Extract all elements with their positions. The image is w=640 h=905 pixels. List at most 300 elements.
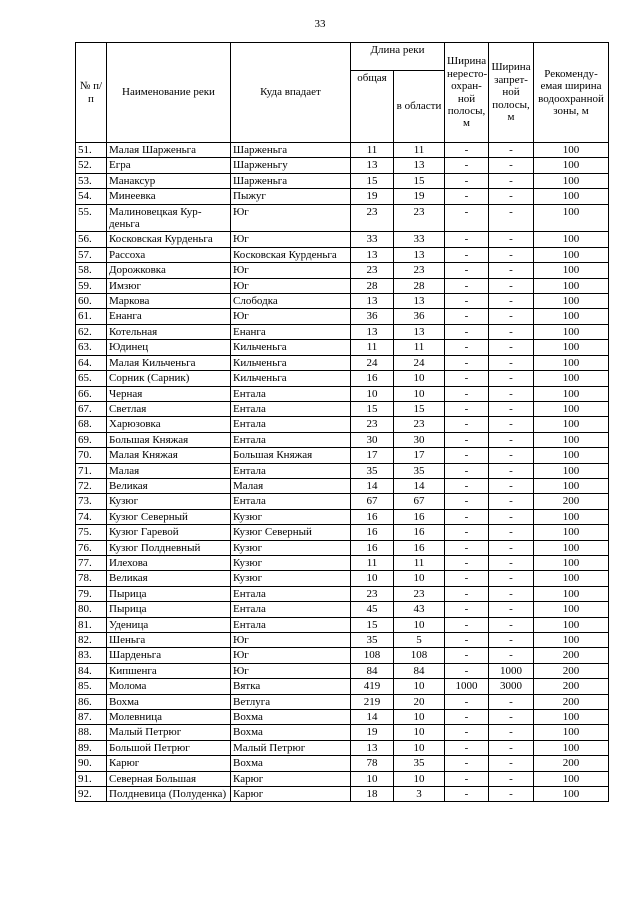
- prohibited-width-cell: -: [489, 340, 534, 355]
- recommended-zone-cell: 100: [534, 294, 609, 309]
- river-mouth-cell: Юг: [231, 263, 351, 278]
- table-row: [76, 725, 609, 740]
- header-river-name: Наименование реки: [107, 43, 231, 143]
- nonspawn-width-cell: -: [445, 756, 489, 771]
- river-name-cell: Манаксур: [107, 173, 231, 188]
- row-number-cell: 58.: [76, 263, 107, 278]
- recommended-zone-cell: 200: [534, 679, 609, 694]
- table-row: [76, 571, 609, 586]
- recommended-zone-cell: 100: [534, 725, 609, 740]
- recommended-zone-cell: 100: [534, 525, 609, 540]
- length-total-cell: 17: [351, 448, 394, 463]
- nonspawn-width-cell: -: [445, 401, 489, 416]
- prohibited-width-cell: -: [489, 371, 534, 386]
- recommended-zone-cell: 100: [534, 401, 609, 416]
- length-region-cell: 10: [394, 571, 445, 586]
- table-row: [76, 143, 609, 158]
- river-mouth-cell: Кильченьга: [231, 355, 351, 370]
- nonspawn-width-cell: -: [445, 143, 489, 158]
- length-region-cell: 23: [394, 204, 445, 232]
- table-row: [76, 263, 609, 278]
- row-number-cell: 84.: [76, 663, 107, 678]
- prohibited-width-cell: 3000: [489, 679, 534, 694]
- nonspawn-width-cell: -: [445, 463, 489, 478]
- row-number-cell: 85.: [76, 679, 107, 694]
- table-row: [76, 740, 609, 755]
- recommended-zone-cell: 200: [534, 494, 609, 509]
- table-row: [76, 648, 609, 663]
- nonspawn-width-cell: -: [445, 694, 489, 709]
- length-total-cell: 18: [351, 787, 394, 802]
- length-region-cell: 13: [394, 294, 445, 309]
- nonspawn-width-cell: -: [445, 663, 489, 678]
- length-total-cell: 10: [351, 571, 394, 586]
- header-recommended-zone: Рекомендуемая ширина водоохранной зоны, м: [534, 43, 609, 143]
- prohibited-width-cell: -: [489, 725, 534, 740]
- nonspawn-width-cell: -: [445, 540, 489, 555]
- river-name-cell: Малая: [107, 463, 231, 478]
- river-mouth-cell: Ентала: [231, 602, 351, 617]
- row-number-cell: 86.: [76, 694, 107, 709]
- river-name-cell: Пырица: [107, 602, 231, 617]
- table-row: [76, 787, 609, 802]
- river-name-cell: Сорник (Сарник): [107, 371, 231, 386]
- length-region-cell: 23: [394, 417, 445, 432]
- row-number-cell: 76.: [76, 540, 107, 555]
- length-region-cell: 10: [394, 771, 445, 786]
- length-region-cell: 17: [394, 448, 445, 463]
- row-number-cell: 70.: [76, 448, 107, 463]
- river-mouth-cell: Кильченьга: [231, 371, 351, 386]
- length-region-cell: 11: [394, 555, 445, 570]
- recommended-zone-cell: 100: [534, 571, 609, 586]
- length-region-cell: 84: [394, 663, 445, 678]
- river-name-cell: Малая Княжая: [107, 448, 231, 463]
- recommended-zone-cell: 100: [534, 189, 609, 204]
- nonspawn-width-cell: -: [445, 648, 489, 663]
- length-region-cell: 16: [394, 540, 445, 555]
- table-row: [76, 771, 609, 786]
- prohibited-width-cell: -: [489, 509, 534, 524]
- row-number-cell: 80.: [76, 602, 107, 617]
- row-number-cell: 77.: [76, 555, 107, 570]
- length-total-cell: 33: [351, 232, 394, 247]
- prohibited-width-cell: -: [489, 787, 534, 802]
- length-total-cell: 13: [351, 158, 394, 173]
- river-name-cell: Великая: [107, 478, 231, 493]
- prohibited-width-cell: -: [489, 525, 534, 540]
- row-number-cell: 73.: [76, 494, 107, 509]
- river-mouth-cell: Косковская Курденьга: [231, 247, 351, 262]
- recommended-zone-cell: 100: [534, 309, 609, 324]
- length-region-cell: 108: [394, 648, 445, 663]
- length-total-cell: 16: [351, 509, 394, 524]
- row-number-cell: 89.: [76, 740, 107, 755]
- river-mouth-cell: Слободка: [231, 294, 351, 309]
- row-number-cell: 69.: [76, 432, 107, 447]
- river-mouth-cell: Малая: [231, 478, 351, 493]
- row-number-cell: 92.: [76, 787, 107, 802]
- header-length-region: в области: [394, 71, 445, 143]
- river-name-cell: Косковская Курденьга: [107, 232, 231, 247]
- river-name-cell: Дорожковка: [107, 263, 231, 278]
- river-name-cell: Черная: [107, 386, 231, 401]
- prohibited-width-cell: -: [489, 278, 534, 293]
- table-row: [76, 417, 609, 432]
- prohibited-width-cell: -: [489, 355, 534, 370]
- length-total-cell: 67: [351, 494, 394, 509]
- table-row: [76, 355, 609, 370]
- nonspawn-width-cell: -: [445, 204, 489, 232]
- recommended-zone-cell: 100: [534, 478, 609, 493]
- length-region-cell: 10: [394, 710, 445, 725]
- river-mouth-cell: Ентала: [231, 432, 351, 447]
- river-name-cell: Северная Большая: [107, 771, 231, 786]
- length-total-cell: 419: [351, 679, 394, 694]
- table-row: [76, 340, 609, 355]
- length-total-cell: 36: [351, 309, 394, 324]
- table-row: [76, 463, 609, 478]
- river-name-cell: Уденица: [107, 617, 231, 632]
- nonspawn-width-cell: -: [445, 602, 489, 617]
- length-region-cell: 43: [394, 602, 445, 617]
- prohibited-width-cell: -: [489, 694, 534, 709]
- river-mouth-cell: Пыжуг: [231, 189, 351, 204]
- nonspawn-width-cell: -: [445, 371, 489, 386]
- length-region-cell: 10: [394, 617, 445, 632]
- row-number-cell: 81.: [76, 617, 107, 632]
- table-row: [76, 294, 609, 309]
- recommended-zone-cell: 100: [534, 386, 609, 401]
- prohibited-width-cell: -: [489, 555, 534, 570]
- prohibited-width-cell: -: [489, 143, 534, 158]
- prohibited-width-cell: -: [489, 571, 534, 586]
- length-region-cell: 5: [394, 633, 445, 648]
- table-row: [76, 617, 609, 632]
- prohibited-width-cell: -: [489, 309, 534, 324]
- table-row: [76, 555, 609, 570]
- row-number-cell: 88.: [76, 725, 107, 740]
- river-name-cell: Малая Кильченьга: [107, 355, 231, 370]
- header-length: Длина реки: [351, 43, 445, 71]
- table-row: [76, 756, 609, 771]
- table-row: [76, 602, 609, 617]
- river-mouth-cell: Малый Петрюг: [231, 740, 351, 755]
- river-name-cell: Котельная: [107, 324, 231, 339]
- table-row: [76, 679, 609, 694]
- recommended-zone-cell: 200: [534, 756, 609, 771]
- river-mouth-cell: Юг: [231, 648, 351, 663]
- recommended-zone-cell: 100: [534, 555, 609, 570]
- river-mouth-cell: Карюг: [231, 787, 351, 802]
- length-total-cell: 13: [351, 247, 394, 262]
- nonspawn-width-cell: -: [445, 232, 489, 247]
- prohibited-width-cell: -: [489, 401, 534, 416]
- prohibited-width-cell: -: [489, 232, 534, 247]
- recommended-zone-cell: 100: [534, 232, 609, 247]
- row-number-cell: 61.: [76, 309, 107, 324]
- river-mouth-cell: Шарженьга: [231, 143, 351, 158]
- prohibited-width-cell: -: [489, 771, 534, 786]
- table-body: [76, 143, 609, 802]
- length-total-cell: 11: [351, 143, 394, 158]
- length-total-cell: 19: [351, 725, 394, 740]
- row-number-cell: 78.: [76, 571, 107, 586]
- nonspawn-width-cell: -: [445, 263, 489, 278]
- row-number-cell: 72.: [76, 478, 107, 493]
- recommended-zone-cell: 100: [534, 787, 609, 802]
- prohibited-width-cell: -: [489, 189, 534, 204]
- length-total-cell: 15: [351, 617, 394, 632]
- length-region-cell: 35: [394, 756, 445, 771]
- river-mouth-cell: Енанга: [231, 324, 351, 339]
- river-name-cell: Молевница: [107, 710, 231, 725]
- length-total-cell: 35: [351, 633, 394, 648]
- river-mouth-cell: Юг: [231, 204, 351, 232]
- length-region-cell: 15: [394, 401, 445, 416]
- length-total-cell: 13: [351, 324, 394, 339]
- row-number-cell: 90.: [76, 756, 107, 771]
- recommended-zone-cell: 100: [534, 204, 609, 232]
- length-region-cell: 14: [394, 478, 445, 493]
- nonspawn-width-cell: -: [445, 725, 489, 740]
- length-total-cell: 10: [351, 771, 394, 786]
- length-region-cell: 67: [394, 494, 445, 509]
- river-mouth-cell: Ентала: [231, 494, 351, 509]
- river-mouth-cell: Вохма: [231, 756, 351, 771]
- prohibited-width-cell: -: [489, 173, 534, 188]
- header-num: № п/п: [76, 43, 107, 143]
- row-number-cell: 56.: [76, 232, 107, 247]
- nonspawn-width-cell: -: [445, 386, 489, 401]
- prohibited-width-cell: -: [489, 648, 534, 663]
- nonspawn-width-cell: 1000: [445, 679, 489, 694]
- prohibited-width-cell: -: [489, 324, 534, 339]
- length-region-cell: 10: [394, 386, 445, 401]
- length-region-cell: 10: [394, 725, 445, 740]
- length-total-cell: 16: [351, 525, 394, 540]
- rivers-table: [75, 42, 609, 802]
- river-mouth-cell: Кузюг Северный: [231, 525, 351, 540]
- length-total-cell: 15: [351, 173, 394, 188]
- table-row: [76, 509, 609, 524]
- row-number-cell: 67.: [76, 401, 107, 416]
- recommended-zone-cell: 100: [534, 448, 609, 463]
- river-name-cell: Полдневица (Полуденка): [107, 787, 231, 802]
- prohibited-width-cell: -: [489, 710, 534, 725]
- river-mouth-cell: Шарженьга: [231, 173, 351, 188]
- prohibited-width-cell: -: [489, 540, 534, 555]
- recommended-zone-cell: 200: [534, 663, 609, 678]
- river-name-cell: Большая Княжая: [107, 432, 231, 447]
- nonspawn-width-cell: -: [445, 448, 489, 463]
- nonspawn-width-cell: -: [445, 173, 489, 188]
- recommended-zone-cell: 100: [534, 324, 609, 339]
- table-row: [76, 158, 609, 173]
- river-mouth-cell: Шарженьгу: [231, 158, 351, 173]
- length-region-cell: 24: [394, 355, 445, 370]
- nonspawn-width-cell: -: [445, 309, 489, 324]
- prohibited-width-cell: -: [489, 478, 534, 493]
- table-row: [76, 586, 609, 601]
- river-name-cell: Кузюг Полдневный: [107, 540, 231, 555]
- length-total-cell: 10: [351, 386, 394, 401]
- length-total-cell: 16: [351, 371, 394, 386]
- length-region-cell: 16: [394, 509, 445, 524]
- length-region-cell: 13: [394, 158, 445, 173]
- row-number-cell: 79.: [76, 586, 107, 601]
- table-row: [76, 247, 609, 262]
- length-region-cell: 33: [394, 232, 445, 247]
- nonspawn-width-cell: -: [445, 586, 489, 601]
- length-region-cell: 30: [394, 432, 445, 447]
- river-name-cell: Егра: [107, 158, 231, 173]
- river-mouth-cell: Кузюг: [231, 509, 351, 524]
- length-total-cell: 11: [351, 340, 394, 355]
- page-number: 33: [314, 18, 326, 30]
- nonspawn-width-cell: -: [445, 633, 489, 648]
- prohibited-width-cell: -: [489, 247, 534, 262]
- river-name-cell: Малый Петрюг: [107, 725, 231, 740]
- length-total-cell: 84: [351, 663, 394, 678]
- table-row: [76, 540, 609, 555]
- length-region-cell: 35: [394, 463, 445, 478]
- river-mouth-cell: Большая Княжая: [231, 448, 351, 463]
- header-nonspawn-width: Ширина нерестоохранной полосы, м: [445, 43, 489, 143]
- river-name-cell: Кипшенга: [107, 663, 231, 678]
- header-mouth: Куда впадает: [231, 43, 351, 143]
- length-region-cell: 15: [394, 173, 445, 188]
- length-total-cell: 14: [351, 710, 394, 725]
- row-number-cell: 60.: [76, 294, 107, 309]
- river-mouth-cell: Ентала: [231, 463, 351, 478]
- length-region-cell: 3: [394, 787, 445, 802]
- recommended-zone-cell: 100: [534, 173, 609, 188]
- river-name-cell: Кузюг Гаревой: [107, 525, 231, 540]
- length-region-cell: 23: [394, 586, 445, 601]
- river-mouth-cell: Карюг: [231, 771, 351, 786]
- length-total-cell: 19: [351, 189, 394, 204]
- table-row: [76, 694, 609, 709]
- length-total-cell: 30: [351, 432, 394, 447]
- river-name-cell: Великая: [107, 571, 231, 586]
- river-name-cell: Вохма: [107, 694, 231, 709]
- recommended-zone-cell: 100: [534, 509, 609, 524]
- river-name-cell: Харюзовка: [107, 417, 231, 432]
- river-name-cell: Светлая: [107, 401, 231, 416]
- row-number-cell: 75.: [76, 525, 107, 540]
- length-total-cell: 23: [351, 204, 394, 232]
- recommended-zone-cell: 100: [534, 371, 609, 386]
- length-region-cell: 20: [394, 694, 445, 709]
- river-mouth-cell: Юг: [231, 278, 351, 293]
- row-number-cell: 83.: [76, 648, 107, 663]
- prohibited-width-cell: -: [489, 448, 534, 463]
- row-number-cell: 51.: [76, 143, 107, 158]
- length-total-cell: 13: [351, 294, 394, 309]
- length-region-cell: 13: [394, 247, 445, 262]
- row-number-cell: 55.: [76, 204, 107, 232]
- recommended-zone-cell: 100: [534, 263, 609, 278]
- length-total-cell: 45: [351, 602, 394, 617]
- table-row: [76, 371, 609, 386]
- row-number-cell: 64.: [76, 355, 107, 370]
- table-row: [76, 173, 609, 188]
- nonspawn-width-cell: -: [445, 247, 489, 262]
- prohibited-width-cell: -: [489, 294, 534, 309]
- river-name-cell: Маркова: [107, 294, 231, 309]
- river-name-cell: Шарденьга: [107, 648, 231, 663]
- recommended-zone-cell: 100: [534, 710, 609, 725]
- river-mouth-cell: Вятка: [231, 679, 351, 694]
- nonspawn-width-cell: -: [445, 417, 489, 432]
- header-prohibited-width: Ширина запретной полосы, м: [489, 43, 534, 143]
- recommended-zone-cell: 100: [534, 247, 609, 262]
- nonspawn-width-cell: -: [445, 158, 489, 173]
- length-region-cell: 23: [394, 263, 445, 278]
- river-name-cell: Молома: [107, 679, 231, 694]
- prohibited-width-cell: -: [489, 740, 534, 755]
- row-number-cell: 62.: [76, 324, 107, 339]
- length-total-cell: 108: [351, 648, 394, 663]
- table-row: [76, 432, 609, 447]
- table-row: [76, 278, 609, 293]
- length-total-cell: 16: [351, 540, 394, 555]
- prohibited-width-cell: -: [489, 386, 534, 401]
- length-region-cell: 28: [394, 278, 445, 293]
- length-region-cell: 11: [394, 340, 445, 355]
- nonspawn-width-cell: -: [445, 525, 489, 540]
- table-row: [76, 401, 609, 416]
- nonspawn-width-cell: -: [445, 555, 489, 570]
- recommended-zone-cell: 100: [534, 540, 609, 555]
- row-number-cell: 65.: [76, 371, 107, 386]
- length-total-cell: 11: [351, 555, 394, 570]
- length-region-cell: 36: [394, 309, 445, 324]
- row-number-cell: 52.: [76, 158, 107, 173]
- river-name-cell: Илехова: [107, 555, 231, 570]
- length-total-cell: 23: [351, 586, 394, 601]
- nonspawn-width-cell: -: [445, 494, 489, 509]
- length-region-cell: 13: [394, 324, 445, 339]
- prohibited-width-cell: -: [489, 602, 534, 617]
- river-mouth-cell: Ентала: [231, 417, 351, 432]
- river-name-cell: Шеньга: [107, 633, 231, 648]
- nonspawn-width-cell: -: [445, 771, 489, 786]
- table-row: [76, 525, 609, 540]
- table-row: [76, 189, 609, 204]
- prohibited-width-cell: -: [489, 586, 534, 601]
- length-total-cell: 23: [351, 417, 394, 432]
- nonspawn-width-cell: -: [445, 294, 489, 309]
- nonspawn-width-cell: -: [445, 617, 489, 632]
- row-number-cell: 59.: [76, 278, 107, 293]
- river-mouth-cell: Кильченьга: [231, 340, 351, 355]
- nonspawn-width-cell: -: [445, 571, 489, 586]
- length-total-cell: 15: [351, 401, 394, 416]
- river-name-cell: Пырица: [107, 586, 231, 601]
- recommended-zone-cell: 100: [534, 158, 609, 173]
- table-row: [76, 386, 609, 401]
- river-name-cell: Имзюг: [107, 278, 231, 293]
- recommended-zone-cell: 100: [534, 617, 609, 632]
- length-total-cell: 13: [351, 740, 394, 755]
- prohibited-width-cell: -: [489, 417, 534, 432]
- prohibited-width-cell: -: [489, 263, 534, 278]
- length-total-cell: 23: [351, 263, 394, 278]
- row-number-cell: 68.: [76, 417, 107, 432]
- river-mouth-cell: Ветлуга: [231, 694, 351, 709]
